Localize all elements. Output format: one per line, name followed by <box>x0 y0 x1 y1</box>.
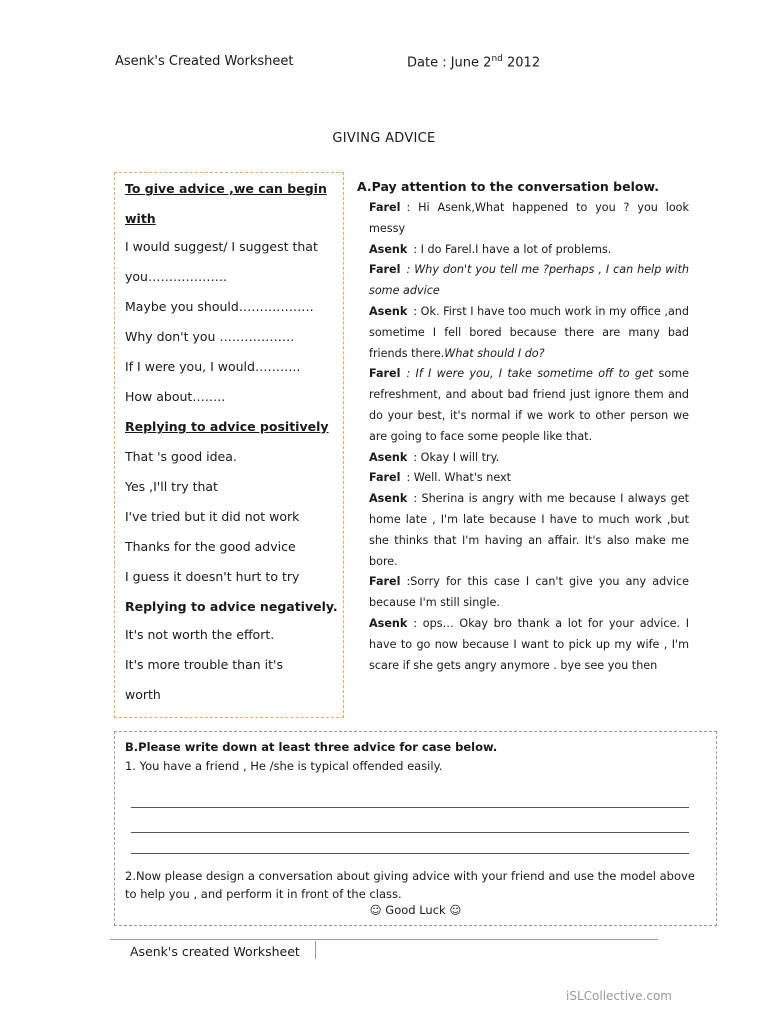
speaker-name: Farel <box>369 575 401 589</box>
speaker-name: Asenk <box>369 242 408 256</box>
footer-divider <box>110 939 658 940</box>
dialogue-line <box>369 302 689 364</box>
phrase-box <box>114 172 344 718</box>
phrase-line: you………………. <box>125 269 227 284</box>
phrase-line: It's more trouble than it's <box>125 657 283 672</box>
dialogue-text-cont: some refreshment, and about bad friend just ignore them and do your best, it's normal if we work to other person we are going to face some people like that. <box>369 367 689 443</box>
dialogue-line <box>369 198 689 240</box>
speaker-name: Farel <box>369 471 401 485</box>
phrase-line: I guess it doesn't hurt to try <box>125 569 300 584</box>
date-suffix: nd <box>491 54 503 64</box>
phrase-line: I would suggest/ I suggest that <box>125 239 318 254</box>
phrase-line: It's not worth the effort. <box>125 627 275 642</box>
dialogue-text: : Well. What's next <box>406 471 512 485</box>
dialogue-text: :Sorry for this case I can't give you any advice because I'm still single. <box>369 575 689 610</box>
speaker-name: Asenk <box>369 492 408 506</box>
phrase-line: Replying to advice negatively. <box>125 599 338 614</box>
conversation <box>369 198 689 676</box>
good-luck-text: ☺ Good Luck ☺ <box>369 903 462 917</box>
speaker-name: Farel <box>369 367 401 381</box>
dialogue-question: What should I do? <box>444 346 545 360</box>
dialogue-text: : ops… Okay bro thank a lot for your advice. I have to go now because I want to pick up my wife , I'm scare if she gets angry anymore . bye see you then <box>369 616 689 672</box>
phrase-line: Yes ,I'll try that <box>125 479 218 494</box>
dialogue-line <box>369 260 689 302</box>
dialogue-text: : Sherina is angry with me because I always get home late , I'm late because I have to much work ,but she thinks that I'm having an affair. It's also make me bore. <box>369 492 689 568</box>
dialogue-text: : I do Farel.I have a lot of problems. <box>413 242 612 256</box>
answer-line-1[interactable] <box>131 807 689 808</box>
phrase-line: If I were you, I would……….. <box>125 359 301 374</box>
dialogue-line <box>369 489 689 572</box>
footer-label: Asenk's created Worksheet <box>130 944 300 959</box>
phrase-line: How about…….. <box>125 389 226 404</box>
dialogue-text: : Okay I will try. <box>413 450 500 464</box>
dialogue-line <box>369 240 689 261</box>
question-1: 1. You have a friend , He /she is typical offended easily. <box>125 759 443 773</box>
phrase-line: Maybe you should……………… <box>125 299 314 314</box>
speaker-name: Asenk <box>369 450 408 464</box>
speaker-name: Farel <box>369 263 401 277</box>
section-b-box <box>114 731 717 926</box>
speaker-name: Asenk <box>369 616 408 630</box>
date-text: Date : June 2 <box>407 55 492 71</box>
phrase-line: Replying to advice positively <box>125 419 329 434</box>
speaker-name: Asenk <box>369 304 408 318</box>
dialogue-line <box>369 468 689 489</box>
section-b-heading: B.Please write down at least three advice for case below. <box>125 740 498 754</box>
phrase-line: I've tried but it did not work <box>125 509 300 524</box>
worksheet-header-title: Asenk's Created Worksheet <box>115 54 294 69</box>
dialogue-line <box>369 614 689 676</box>
dialogue-line <box>369 572 689 614</box>
phrase-line: worth <box>125 687 161 702</box>
section-a-heading: A.Pay attention to the conversation below. <box>357 179 659 194</box>
dialogue-line <box>369 448 689 469</box>
phrase-line: That 's good idea. <box>125 449 237 464</box>
phrase-line: To give advice ,we can begin <box>125 181 327 196</box>
dialogue-text: : Why don't you tell me ?perhaps , I can help with some advice <box>369 263 689 298</box>
phrase-line: Why don't you ……………… <box>125 329 295 344</box>
answer-line-2[interactable] <box>131 832 689 833</box>
answer-line-3[interactable] <box>131 853 689 854</box>
page-title: GIVING ADVICE <box>332 131 436 146</box>
dialogue-text: : If I were you, I take sometime off to get <box>406 367 654 381</box>
dialogue-text: : Hi Asenk,What happened to you ? you look messy <box>369 201 689 235</box>
question-2: 2.Now please design a conversation about giving advice with your friend and use the model above to help you , and perform it in front of the class. <box>125 869 695 901</box>
speaker-name: Farel <box>369 201 401 214</box>
dialogue-text: : Ok. First I have too much work in my office ,and sometime I fell bored because there are many bad friends there. <box>369 304 689 360</box>
watermark: iSLCollective.com <box>566 989 672 1003</box>
dialogue-line <box>369 364 689 447</box>
phrase-line: with <box>125 211 156 226</box>
footer-label-divider <box>315 941 316 959</box>
worksheet-date <box>407 54 540 70</box>
date-year: 2012 <box>507 55 541 71</box>
phrase-line: Thanks for the good advice <box>125 539 296 554</box>
